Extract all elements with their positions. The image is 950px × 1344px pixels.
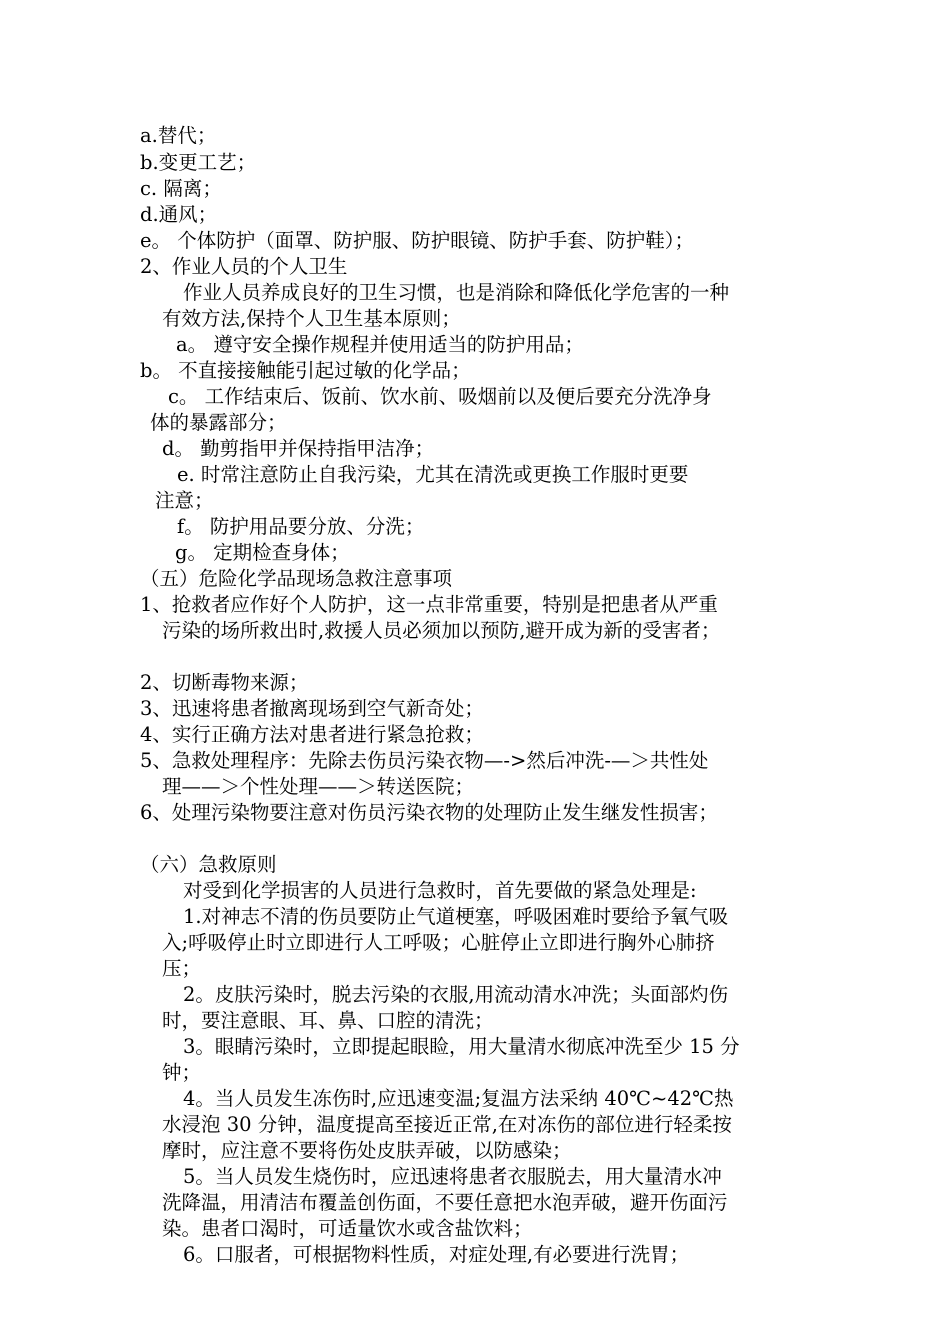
text-line: 洗降温，用清洁布覆盖创伤面，不要任意把水泡弄破，避开伤面污 [162, 1191, 728, 1214]
text-line: e。 个体防护（面罩、防护服、防护眼镜、防护手套、防护鞋）； [140, 229, 694, 252]
text-line: 压； [162, 957, 202, 980]
text-line: 1.对神志不清的伤员要防止气道梗塞，呼吸困难时要给予氧气吸 [183, 905, 729, 928]
text-line: c。 工作结束后、饭前、饮水前、吸烟前以及便后要充分洗净身 [168, 385, 712, 408]
text-line: 对受到化学损害的人员进行急救时，首先要做的紧急处理是: [183, 879, 697, 902]
text-line: 2。皮肤污染时，脱去污染的衣服,用流动清水冲洗；头面部灼伤 [183, 983, 729, 1006]
text-line: d.通风； [140, 203, 218, 226]
text-line: f。 防护用品要分放、分洗； [177, 515, 425, 538]
text-line: 理——＞个性处理——＞转送医院； [162, 775, 475, 798]
text-line: 染。患者口渴时，可适量饮水或含盐饮料； [162, 1217, 533, 1240]
text-line: 钟； [162, 1061, 202, 1084]
text-line: 3、迅速将患者撤离现场到空气新奇处； [140, 697, 484, 720]
text-line: b。 不直接接触能引起过敏的化学品； [140, 359, 471, 382]
text-line: 时，要注意眼、耳、鼻、口腔的清洗； [162, 1009, 494, 1032]
text-line: c. 隔离； [140, 177, 222, 200]
text-line: 作业人员养成良好的卫生习惯，也是消除和降低化学危害的一种 [183, 281, 730, 304]
text-line: 入;呼吸停止时立即进行人工呼吸；心脏停止立即进行胸外心肺挤 [162, 931, 715, 954]
text-line: 6、处理污染物要注意对伤员污染衣物的处理防止发生继发性损害； [140, 801, 718, 824]
text-line: 5。当人员发生烧伤时，应迅速将患者衣服脱去，用大量清水冲 [183, 1165, 722, 1188]
text-line: a。 遵守安全操作规程并使用适当的防护用品； [176, 333, 584, 356]
text-line: 体的暴露部分； [150, 411, 287, 434]
text-line: 水浸泡 30 分钟，温度提高至接近正常,在对冻伤的部位进行轻柔按 [162, 1113, 732, 1136]
text-line: e. 时常注意防止自我污染，尤其在清洗或更换工作服时更要 [177, 463, 689, 486]
text-line: 4。当人员发生冻伤时,应迅速变温;复温方法采纳 40℃~42℃热 [183, 1087, 734, 1110]
section-heading: （五）危险化学品现场急救注意事项 [140, 567, 453, 590]
text-line: 有效方法,保持个人卫生基本原则； [162, 307, 461, 330]
text-line: 6。口服者，可根据物料性质，对症处理,有必要进行洗胃； [183, 1243, 690, 1266]
text-line: g。 定期检查身体； [175, 541, 350, 564]
text-line: 4、实行正确方法对患者进行紧急抢救； [140, 723, 484, 746]
text-line: 污染的场所救出时,救援人员必须加以预防,避开成为新的受害者； [162, 619, 721, 642]
text-line: 3。眼睛污染时，立即提起眼睑，用大量清水彻底冲洗至少 15 分 [183, 1035, 740, 1058]
text-line: 5、急救处理程序：先除去伤员污染衣物—->然后冲洗-—＞共性处 [140, 749, 709, 772]
section-heading: （六）急救原则 [140, 853, 277, 876]
text-line: b.变更工艺； [140, 151, 257, 174]
text-line: d。 勤剪指甲并保持指甲洁净； [162, 437, 435, 460]
text-line: a.替代； [140, 124, 217, 147]
text-line: 摩时，应注意不要将伤处皮肤弄破，以防感染； [162, 1139, 572, 1162]
section-heading: 2、作业人员的个人卫生 [140, 255, 348, 278]
text-line: 1、抢救者应作好个人防护，这一点非常重要，特别是把患者从严重 [140, 593, 718, 616]
text-line: 注意； [155, 489, 214, 512]
text-line: 2、切断毒物来源； [140, 671, 309, 694]
